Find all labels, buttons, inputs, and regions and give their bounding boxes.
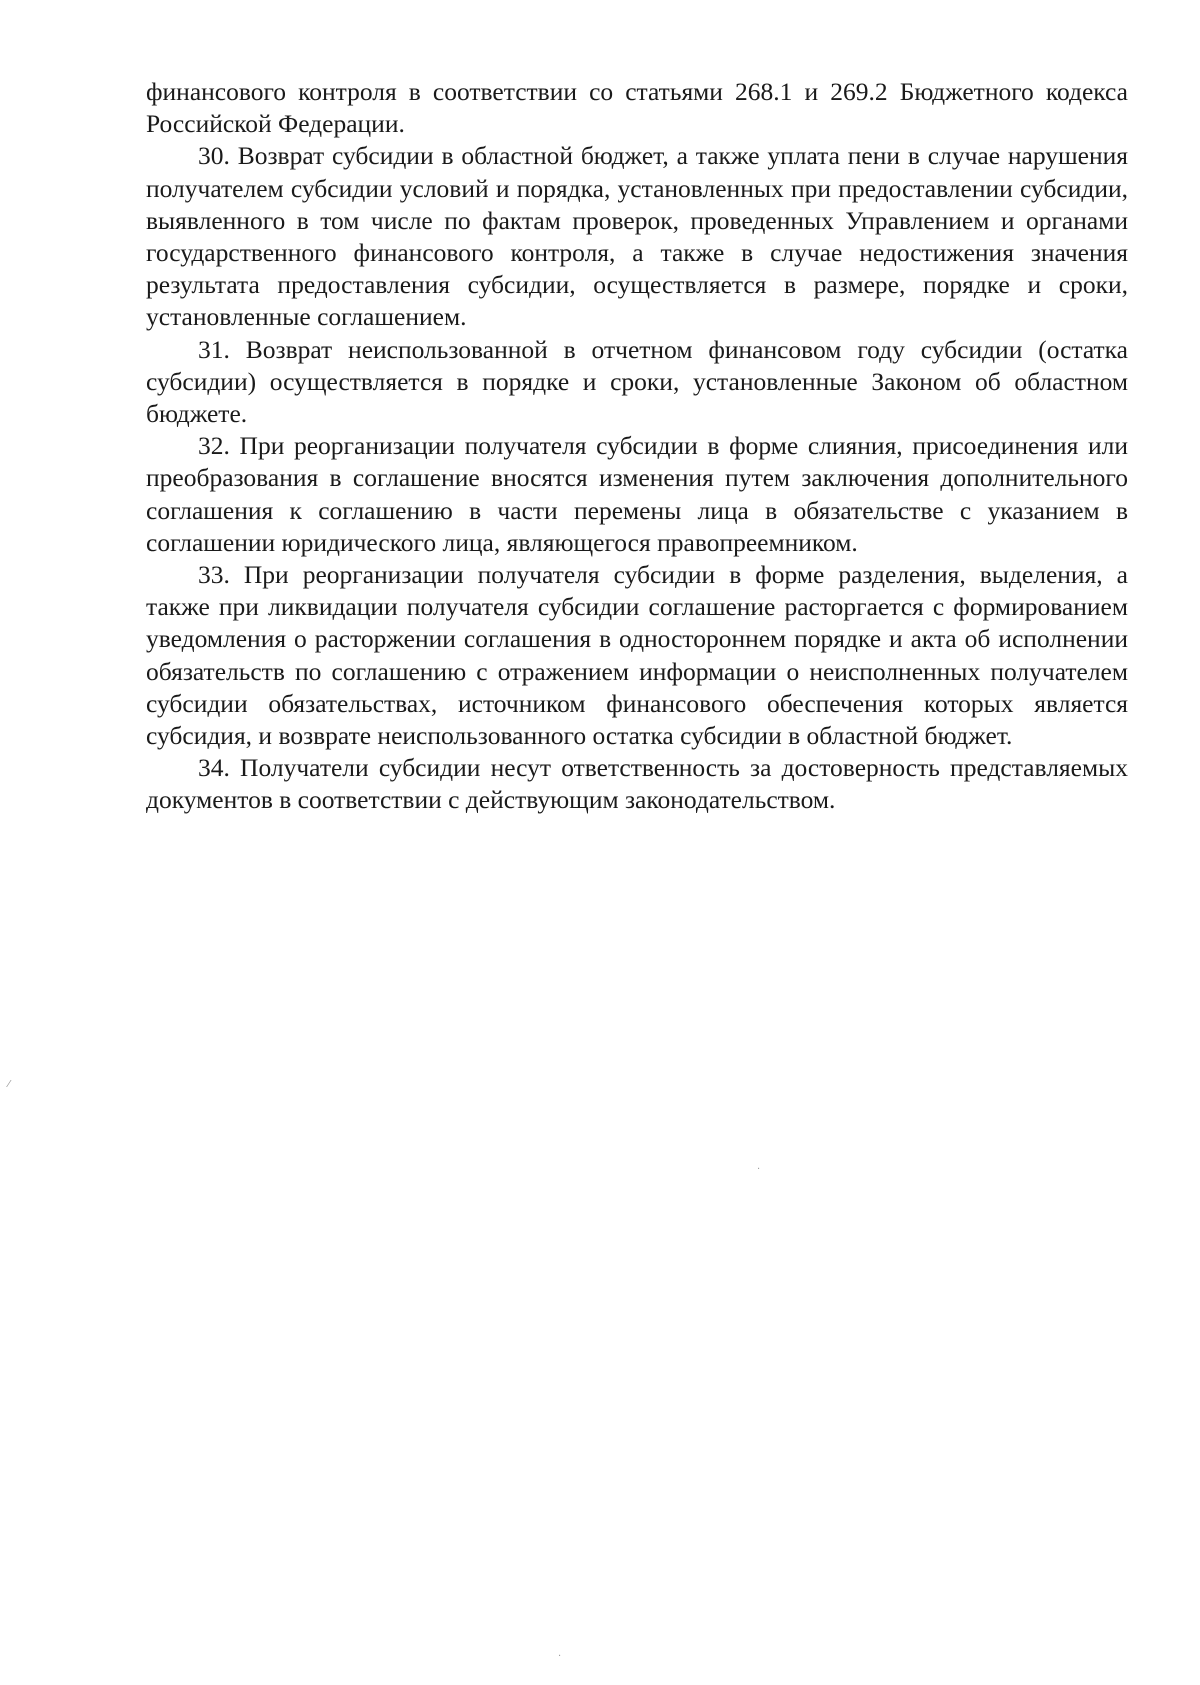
paragraph-continuation: финансового контроля в соответствии со статьями 268.1 и 269.2 Бюджетного кодекса Российской Федерации. — [146, 77, 1128, 139]
scan-speck: ⁄ — [8, 1079, 10, 1090]
paragraph-34: 34. Получатели субсидии несут ответственность за достоверность представляемых документов в соответствии с действующим законодательством. — [146, 753, 1128, 815]
scan-speck: · — [757, 1164, 761, 1175]
document-body — [146, 76, 1128, 817]
paragraph-33: 33. При реорганизации получателя субсидии в форме разделения, выделения, а также при ликвидации получателя субсидии соглашение расторгается с формированием уведомления о расторжении соглашения в одностороннем порядке и акта об исполнении обязательств по соглашению с отражением информации о неисполненных получателем субсидии обязательствах, источником финансового обеспечения которых является субсидия, и возврате неиспользованного остатка субсидии в областной бюджет. — [146, 560, 1128, 751]
paragraph-30: 30. Возврат субсидии в областной бюджет, а также уплата пени в случае нарушения получателем субсидии условий и порядка, установленных при предоставлении субсидии, выявленного в том числе по фактам проверок, проведенных Управлением и органами государственного финансового контроля, а также в случае недостижения значения результата предоставления субсидии, осуществляется в размере, порядке и сроки, установленные соглашением. — [146, 141, 1128, 332]
paragraph-32: 32. При реорганизации получателя субсидии в форме слияния, присоединения или преобразования в соглашение вносятся изменения путем заключения дополнительного соглашения к соглашению в части перемены лица в обязательстве с указанием в соглашении юридического лица, являющегося правопреемником. — [146, 431, 1128, 557]
scan-speck: · — [558, 1651, 562, 1662]
paragraph-31: 31. Возврат неиспользованной в отчетном финансовом году субсидии (остатка субсидии) осуществляется в порядке и сроки, установленные Законом об областном бюджете. — [146, 334, 1128, 429]
